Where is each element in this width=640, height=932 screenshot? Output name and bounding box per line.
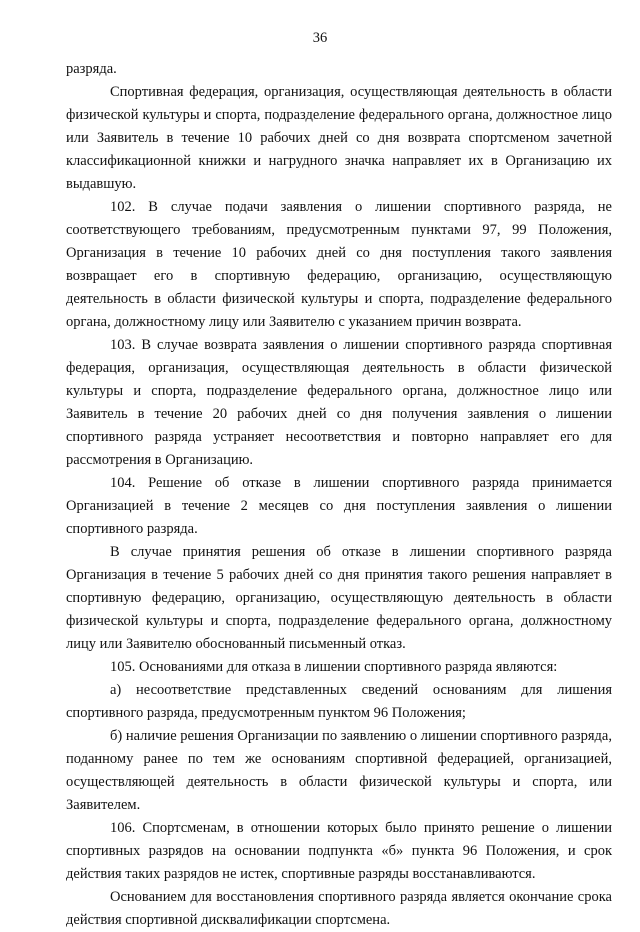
paragraph-104: 104. Решение об отказе в лишении спортивного разряда принимается Организацией в течение 2 месяцев со дня поступления заявления о лишении спортивного разряда. <box>66 475 612 537</box>
paragraph-return-of-book: Спортивная федерация, организация, осуществляющая деятельность в области физической культуры и спорта, подразделение федерального органа, должностное лицо или Заявитель в течение 10 рабочих дней со дня возврата спортсменом зачетной классификационной книжки и нагрудного значка направляет их в Организацию их выдавшую. <box>66 84 612 192</box>
paragraph-102: 102. В случае подачи заявления о лишении спортивного разряда, не соответствующего требованиям, предусмотренным пунктами 97, 99 Положения, Организация в течение 10 рабочих дней со дня поступления такого заявления возвращает его в спортивную федерацию, организацию, осуществляющую деятельность в области физической культуры и спорта, подразделение федерального органа, должностному лицу или Заявителю с указанием причин возврата. <box>66 199 612 330</box>
paragraph-105-b: б) наличие решения Организации по заявлению о лишении спортивного разряда, поданному ранее по тем же основаниям спортивной федерацией, организацией, осуществляющей деятельность в области физической культуры и спорта, или Заявителем. <box>66 728 612 813</box>
document-body <box>66 58 612 932</box>
paragraph-105: 105. Основаниями для отказа в лишении спортивного разряда являются: <box>110 659 558 675</box>
paragraph-105-a: а) несоответствие представленных сведений основаниям для лишения спортивного разряда, предусмотренным пунктом 96 Положения; <box>66 682 612 721</box>
paragraph-refusal-notice: В случае принятия решения об отказе в лишении спортивного разряда Организация в течение 5 рабочих дней со дня принятия такого решения направляет в спортивную федерацию, организацию, осуществляющую деятельность в области физической культуры и спорта, подразделение федерального органа, должностному лицу или Заявителю обоснованный письменный отказ. <box>66 544 612 652</box>
paragraph-103: 103. В случае возврата заявления о лишении спортивного разряда спортивная федерация, организация, осуществляющая деятельность в области физической культуры и спорта, подразделение федерального органа, должностное лицо или Заявитель в течение 20 рабочих дней со дня получения заявления о лишении спортивного разряда устраняет несоответствия и повторно направляет его для рассмотрения в Организацию. <box>66 337 612 468</box>
page-number: 36 <box>312 30 328 46</box>
paragraph-106: 106. Спортсменам, в отношении которых было принято решение о лишении спортивных разрядов на основании подпункта «б» пункта 96 Положения, и срок действия таких разрядов не истек, спортивные разряды восстанавливаются. <box>66 820 612 882</box>
paragraph-restoration-basis: Основанием для восстановления спортивного разряда является окончание срока действия спортивной дисквалификации спортсмена. <box>66 889 612 928</box>
paragraph-continuation: разряда. <box>66 61 117 77</box>
